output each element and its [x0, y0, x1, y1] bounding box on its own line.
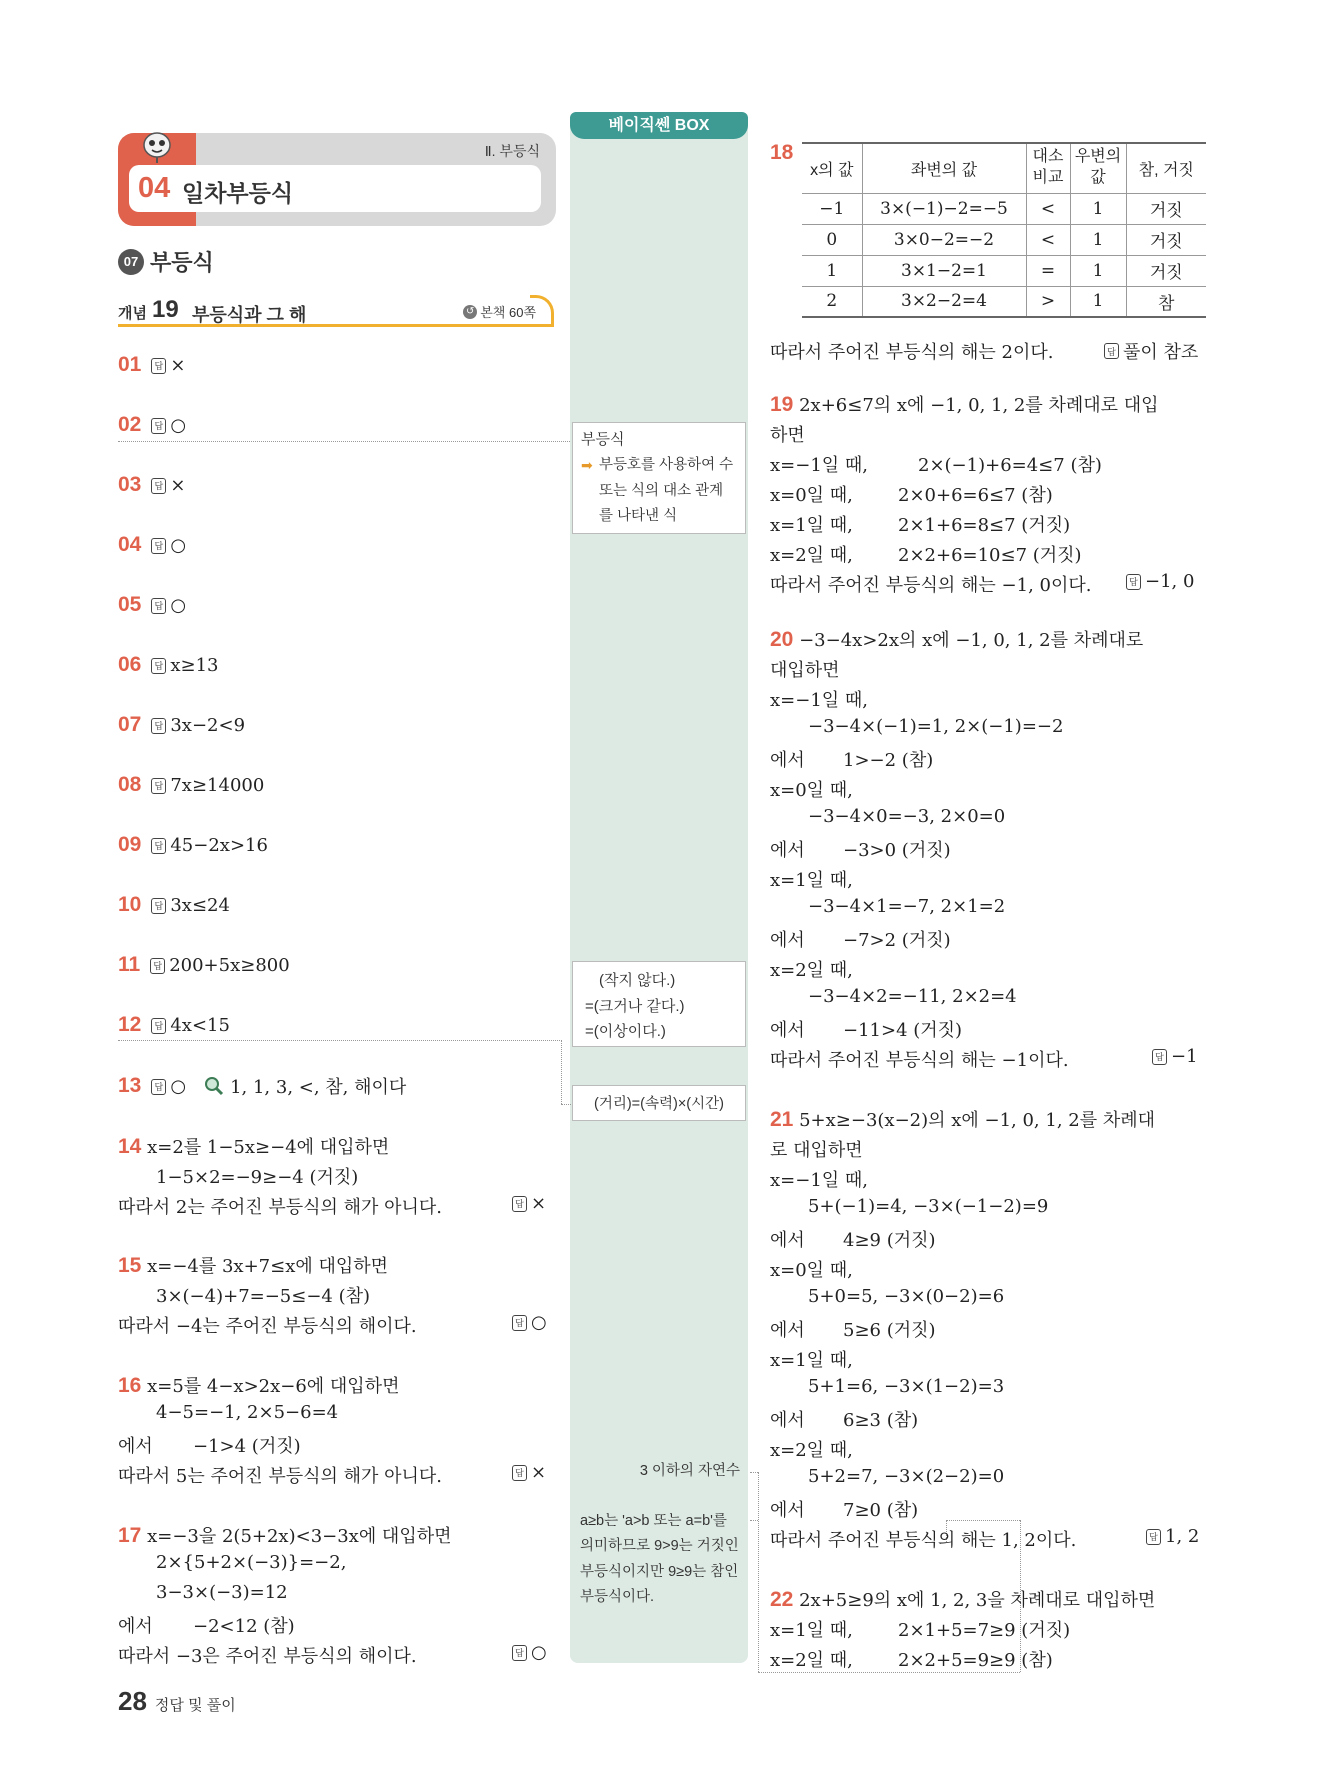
p16-answer: [512, 1462, 546, 1483]
connector-line: [750, 1472, 758, 1473]
p20-line12: −3−4×1=−7, 2×1=2: [808, 896, 1006, 917]
table-cell: 3×1−2=1: [862, 255, 1026, 286]
p16-line1: [118, 1372, 399, 1398]
answer-icon: 답: [150, 958, 165, 974]
answer-icon: 답: [512, 1465, 527, 1481]
p17-text: x=−3을 2(5+2x)<3−3x에 대입하면: [147, 1526, 452, 1547]
table-cell: =: [1026, 255, 1070, 286]
p21-line13: 에서: [770, 1410, 805, 1431]
p21-answer: [1146, 1526, 1199, 1547]
p19-answer: [1126, 571, 1194, 592]
table-cell: 거짓: [1126, 224, 1206, 255]
p19-line4: 2×(−1)+6=4≤7 (참): [918, 455, 1102, 476]
unit-header: [118, 133, 556, 226]
problem-number: 05: [118, 593, 142, 616]
answer-12: [118, 1013, 230, 1037]
p16-line4: −1>4 (거짓): [193, 1436, 301, 1457]
p17-line2: 2×{5+2×(−3)}=−2,: [156, 1552, 347, 1573]
concept-prefix: 개념: [118, 305, 147, 322]
p22-line2: x=1일 때,: [770, 1620, 853, 1641]
problem-number: 03: [118, 473, 142, 496]
p20-line17: 에서: [770, 1020, 805, 1041]
p21-line15: x=2일 때,: [770, 1440, 853, 1461]
col-right: 우변의 값: [1070, 143, 1126, 193]
problem-number: 15: [118, 1254, 142, 1277]
answer-extra: 1, 1, 3, <, 참, 해이다: [230, 1077, 407, 1098]
answer-07: [118, 713, 245, 737]
problem-number: 19: [770, 393, 794, 416]
page-number: 28: [118, 1686, 147, 1716]
table-row: [802, 224, 1206, 255]
connector-line: [118, 1040, 562, 1041]
p15-line2: 3×(−4)+7=−5≤−4 (참): [156, 1286, 371, 1307]
p22-text: 2x+5≥9의 x에 1, 2, 3을 차례대로 대입하면: [799, 1590, 1156, 1611]
p17-line5: −2<12 (참): [193, 1616, 295, 1637]
connector-line: [758, 1472, 759, 1672]
col-compare: 대소 비교: [1026, 143, 1070, 193]
table-row: [802, 255, 1206, 286]
p20-line16: −3−4×2=−11, 2×2=4: [808, 986, 1017, 1007]
unit-number: 04: [138, 172, 171, 204]
answer-value: x≥13: [170, 654, 219, 676]
concept-number: 19: [152, 296, 179, 323]
p20-line2: 대입하면: [770, 660, 840, 681]
connector-line: [118, 441, 570, 442]
problem-number: 07: [118, 713, 142, 736]
answer-10: [118, 893, 230, 917]
answer-icon: 답: [1104, 343, 1119, 359]
answer-13: [118, 1073, 406, 1099]
answer-value: 3x≤24: [170, 894, 230, 916]
p21-line6: 4≥9 (거짓): [843, 1230, 936, 1251]
answer-value: ○: [170, 414, 187, 436]
p20-answer: [1152, 1046, 1198, 1067]
answer-09: [118, 833, 268, 857]
p22-line4: x=2일 때,: [770, 1650, 853, 1671]
p14-line2: 1−5×2=−9≥−4 (거짓): [156, 1167, 359, 1188]
p22-line5: 2×2+5=9≥9 (참): [898, 1650, 1053, 1671]
answer-icon: 답: [1152, 1049, 1167, 1065]
problem-number-18: 18: [770, 141, 794, 164]
p21-line17: 에서: [770, 1500, 805, 1521]
answer-icon: 답: [512, 1645, 527, 1661]
col-left: 좌변의 값: [862, 143, 1026, 193]
table-cell: 0: [802, 224, 862, 255]
problem-number: 21: [770, 1108, 794, 1131]
p17-line3: 3−3×(−3)=12: [156, 1582, 288, 1603]
table-18: [802, 142, 1206, 318]
answer-value: ×: [170, 474, 186, 496]
problem-number: 20: [770, 628, 794, 651]
answer-value: 4x<15: [170, 1014, 230, 1036]
answer-value: 200+5x≥800: [169, 954, 290, 976]
answer-icon: 답: [151, 898, 166, 914]
answer-icon: 답: [151, 478, 166, 494]
note-box-body: [581, 453, 737, 529]
note-box-head: 부등식: [581, 431, 625, 448]
table-cell: −1: [802, 193, 862, 224]
answer-value: ×: [531, 1193, 547, 1214]
note-natural-numbers: 3 이하의 자연수: [639, 1463, 740, 1479]
reference-icon: ↺: [463, 305, 477, 319]
p20-line4: −3−4×(−1)=1, 2×(−1)=−2: [808, 716, 1064, 737]
answer-08: [118, 773, 264, 797]
p20-text: −3−4x>2x의 x에 −1, 0, 1, 2를 차례대로: [799, 630, 1144, 651]
p19-line7: x=1일 때,: [770, 515, 853, 536]
answer-value: 45−2x>16: [170, 834, 268, 856]
answer-value: ○: [170, 594, 187, 616]
table-header-row: [802, 143, 1206, 193]
answer-icon: 답: [151, 718, 166, 734]
answer-value: −1: [1171, 1046, 1198, 1067]
p14-line3: 따라서 2는 주어진 부등식의 해가 아니다.: [118, 1197, 442, 1218]
concept-heading: [118, 295, 554, 327]
p21-line8: 5+0=5, −3×(0−2)=6: [808, 1286, 1005, 1307]
answer-value: ×: [531, 1462, 547, 1483]
section-number: 07: [118, 249, 144, 275]
p15-text: x=−4를 3x+7≤x에 대입하면: [147, 1256, 389, 1277]
problem-number: 16: [118, 1374, 142, 1397]
p19-line3: x=−1일 때,: [770, 455, 868, 476]
note-line: =(이상이다.): [585, 1023, 666, 1040]
answer-value: ○: [531, 1642, 547, 1663]
problem-number: 04: [118, 533, 142, 556]
p20-line7: x=0일 때,: [770, 780, 853, 801]
col-truth: 참, 거짓: [1126, 143, 1206, 193]
problem-number: 06: [118, 653, 142, 676]
basic-box-column: [570, 115, 748, 1663]
concept-ref-text: 본책 60쪽: [480, 305, 536, 320]
p19-line9: x=2일 때,: [770, 545, 853, 566]
note-geq-meaning: a≥b는 'a>b 또는 a=b'를 의미하므로 9>9는 거짓인 부등식이지만 9≥9는 참인 부등식이다.: [580, 1513, 739, 1606]
p16-text: x=5를 4−x>2x−6에 대입하면: [147, 1376, 400, 1397]
p17-answer: [512, 1642, 547, 1663]
answer-value: 1, 2: [1165, 1526, 1200, 1547]
connector-line: [758, 1672, 1020, 1673]
p20-line8: −3−4×0=−3, 2×0=0: [808, 806, 1006, 827]
p18-conclusion: 따라서 주어진 부등식의 해는 2이다.: [770, 342, 1054, 363]
p15-answer: [512, 1312, 547, 1333]
p21-line14: 6≥3 (참): [843, 1410, 919, 1431]
answer-06: [118, 653, 219, 677]
p20-line13: 에서: [770, 930, 805, 951]
note-box-terms: [572, 961, 746, 1047]
p20-line3: x=−1일 때,: [770, 690, 868, 711]
p19-line11: 따라서 주어진 부등식의 해는 −1, 0이다.: [770, 575, 1092, 596]
problem-number: 11: [118, 953, 141, 976]
p14-line1: [118, 1133, 389, 1159]
answer-icon: 답: [1126, 574, 1141, 590]
p20-line18: −11>4 (거짓): [843, 1020, 963, 1041]
answer-value: −1, 0: [1145, 571, 1195, 592]
concept-underline: [118, 324, 552, 327]
table-cell: 2: [802, 286, 862, 317]
p21-line9: 에서: [770, 1320, 805, 1341]
arrow-right-icon: ➡: [581, 457, 593, 474]
basic-box-label: 베이직쎈 BOX: [570, 112, 748, 139]
mascot-icon: [138, 130, 176, 164]
answer-value: ×: [170, 354, 186, 376]
table-cell: 1: [1070, 255, 1126, 286]
answer-01: [118, 353, 185, 377]
p21-line4: 5+(−1)=4, −3×(−1−2)=9: [808, 1196, 1049, 1217]
p21-text: 5+x≥−3(x−2)의 x에 −1, 0, 1, 2를 차례대: [799, 1110, 1155, 1131]
connector-line: [561, 1104, 571, 1105]
problem-number: 12: [118, 1013, 142, 1036]
answer-icon: 답: [151, 658, 166, 674]
p21-line18: 7≥0 (참): [843, 1500, 919, 1521]
p20-line10: −3>0 (거짓): [843, 840, 951, 861]
answer-icon: 답: [151, 838, 166, 854]
answer-value: 7x≥14000: [170, 774, 265, 796]
answer-icon: 답: [151, 418, 166, 434]
answer-value: 풀이 참조: [1123, 342, 1199, 363]
p16-line2: 4−5=−1, 2×5−6=4: [156, 1402, 339, 1423]
p21-line12: 5+1=6, −3×(1−2)=3: [808, 1376, 1005, 1397]
table-cell: 1: [802, 255, 862, 286]
p17-line6: 따라서 −3은 주어진 부등식의 해이다.: [118, 1646, 417, 1667]
table-row: [802, 193, 1206, 224]
problem-number: 01: [118, 353, 142, 376]
p14-text: x=2를 1−5x≥−4에 대입하면: [147, 1137, 390, 1158]
answer-icon: 답: [151, 1018, 166, 1034]
p21-line5: 에서: [770, 1230, 805, 1251]
note-line: =(크거나 같다.): [585, 997, 685, 1015]
answer-02: [118, 413, 186, 437]
table-cell: 1: [1070, 286, 1126, 317]
p19-line1: [770, 391, 1159, 417]
p21-line3: x=−1일 때,: [770, 1170, 868, 1191]
p20-line19: 따라서 주어진 부등식의 해는 −1이다.: [770, 1050, 1069, 1071]
p16-line5: 따라서 5는 주어진 부등식의 해가 아니다.: [118, 1466, 442, 1487]
table-cell: <: [1026, 224, 1070, 255]
note-box-inequality: [572, 422, 746, 534]
problem-number: 14: [118, 1135, 142, 1158]
answer-icon: 답: [512, 1196, 527, 1212]
answer-icon: 답: [151, 358, 166, 374]
p20-line11: x=1일 때,: [770, 870, 853, 891]
p21-line7: x=0일 때,: [770, 1260, 853, 1281]
magnifier-icon: [204, 1076, 224, 1096]
page-footer: [118, 1686, 236, 1717]
problem-number: 08: [118, 773, 142, 796]
p20-line9: 에서: [770, 840, 805, 861]
p20-line6: 1>−2 (참): [843, 750, 934, 771]
table-cell: >: [1026, 286, 1070, 317]
p20-line14: −7>2 (거짓): [843, 930, 951, 951]
answer-04: [118, 533, 186, 557]
col-x: x의 값: [802, 143, 862, 193]
footer-label: 정답 및 풀이: [154, 1697, 236, 1714]
connector-line: [561, 1040, 562, 1104]
unit-title: 일차부등식: [182, 180, 294, 206]
p15-line1: [118, 1252, 388, 1278]
p19-text: 2x+6≤7의 x에 −1, 0, 1, 2를 차례대로 대입: [799, 395, 1159, 416]
p22-line3: 2×1+5=7≥9 (거짓): [898, 1620, 1071, 1641]
p21-line11: x=1일 때,: [770, 1350, 853, 1371]
p19-line6: 2×0+6=6≤7 (참): [898, 485, 1053, 506]
connector-line: [946, 1520, 1020, 1521]
p20-line1: [770, 626, 1143, 652]
note-line: (작지 않다.): [599, 972, 676, 989]
p16-line3: 에서: [118, 1436, 153, 1457]
note-box-text: 부등호를 사용하여 수 또는 식의 대소 관계를 나타낸 식: [599, 457, 734, 524]
table-cell: 3×2−2=4: [862, 286, 1026, 317]
answer-value: ○: [170, 534, 187, 556]
p20-line5: 에서: [770, 750, 805, 771]
problem-number: 13: [118, 1074, 142, 1097]
table-cell: 3×(−1)−2=−5: [862, 193, 1026, 224]
p22-line1: [770, 1586, 1155, 1612]
answer-icon: 답: [151, 778, 166, 794]
table-row: [802, 286, 1206, 317]
p19-line5: x=0일 때,: [770, 485, 853, 506]
p21-line2: 로 대입하면: [770, 1140, 863, 1161]
p17-line4: 에서: [118, 1616, 153, 1637]
section-title: 부등식: [150, 250, 214, 275]
p21-line16: 5+2=7, −3×(2−2)=0: [808, 1466, 1005, 1487]
table-cell: 참: [1126, 286, 1206, 317]
table-cell: 거짓: [1126, 255, 1206, 286]
table-cell: 1: [1070, 193, 1126, 224]
p20-line15: x=2일 때,: [770, 960, 853, 981]
concept-title: 부등식과 그 해: [192, 305, 307, 325]
answer-icon: 답: [151, 598, 166, 614]
problem-number: 02: [118, 413, 142, 436]
answer-icon: 답: [151, 1079, 166, 1095]
part-label: Ⅱ. 부등식: [484, 143, 540, 159]
answer-03: [118, 473, 185, 497]
p17-line1: [118, 1522, 452, 1548]
problem-number: 17: [118, 1524, 142, 1547]
table-cell: 거짓: [1126, 193, 1206, 224]
answer-icon: 답: [1146, 1529, 1161, 1545]
p18-answer: [1104, 338, 1198, 364]
problem-number: 22: [770, 1588, 794, 1611]
p21-line19: 따라서 주어진 부등식의 해는 1, 2이다.: [770, 1530, 1077, 1551]
p15-line3: 따라서 −4는 주어진 부등식의 해이다.: [118, 1316, 417, 1337]
table-cell: <: [1026, 193, 1070, 224]
answer-11: [118, 953, 290, 977]
p21-line1: [770, 1106, 1155, 1132]
problem-number: 10: [118, 893, 142, 916]
p14-answer: [512, 1193, 546, 1214]
p21-line10: 5≥6 (거짓): [843, 1320, 936, 1341]
table-cell: 3×0−2=−2: [862, 224, 1026, 255]
answer-icon: 답: [512, 1315, 527, 1331]
p19-line8: 2×1+6=8≤7 (거짓): [898, 515, 1071, 536]
note-box-distance: (거리)=(속력)×(시간): [572, 1085, 746, 1121]
answer-icon: 답: [151, 538, 166, 554]
answer-value: ○: [170, 1075, 187, 1097]
answer-05: [118, 593, 186, 617]
section-heading: [118, 246, 214, 277]
connector-line: [750, 1520, 758, 1521]
p19-line2: 하면: [770, 425, 805, 446]
answer-value: ○: [531, 1312, 547, 1333]
problem-number: 09: [118, 833, 142, 856]
answer-value: 3x−2<9: [170, 714, 246, 736]
table-cell: 1: [1070, 224, 1126, 255]
p19-line10: 2×2+6=10≤7 (거짓): [898, 545, 1082, 566]
concept-reference: [463, 302, 536, 321]
